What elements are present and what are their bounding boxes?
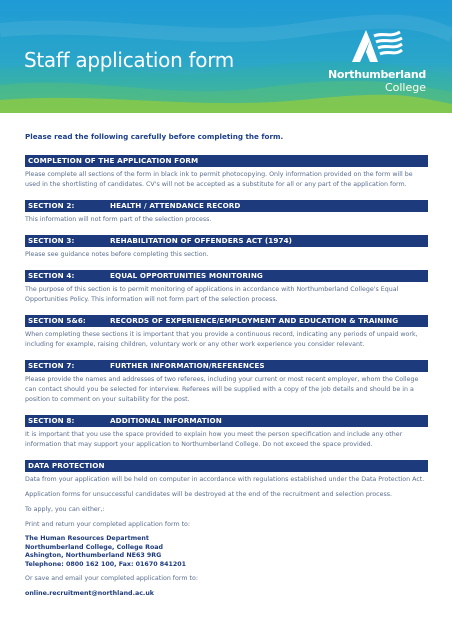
instructions-content bbox=[25, 132, 428, 609]
section-heading bbox=[25, 360, 428, 372]
section-8 bbox=[25, 415, 428, 450]
data-protection-text: Application forms for unsuccessful candidates will be destroyed at the end of the recruitment and selection process. bbox=[25, 491, 393, 498]
section-5-6 bbox=[25, 315, 428, 350]
email-intro-text: Or save and email your completed application form to: bbox=[25, 575, 198, 582]
section-number: SECTION 4: bbox=[28, 271, 75, 280]
section-7 bbox=[25, 360, 428, 405]
apply-intro-text: To apply, you can either,: bbox=[25, 506, 105, 513]
logo-mark-icon bbox=[348, 28, 404, 66]
address-line: Ashington, Northumberland NE63 9RG bbox=[25, 552, 162, 559]
section-number: SECTION 7: bbox=[28, 361, 75, 370]
postal-address bbox=[25, 535, 428, 569]
email-address-link[interactable]: online.recruitment@northland.ac.uk bbox=[25, 590, 154, 597]
section-name: REHABILITATION OF OFFENDERS ACT (1974) bbox=[110, 236, 293, 245]
address-line: The Human Resources Department bbox=[25, 535, 149, 542]
section-heading bbox=[25, 270, 428, 282]
section-number: SECTION 5&6: bbox=[28, 316, 86, 325]
section-text: Please complete all sections of the form in black ink to permit photocopying. Only information provided on the form will be used in the shortlisting of candidates. CV's will not be accepted as a substitute for all or any part of the application form. bbox=[25, 171, 413, 188]
section-number: SECTION 3: bbox=[28, 236, 75, 245]
section-2 bbox=[25, 200, 428, 225]
section-name: HEALTH / ATTENDANCE RECORD bbox=[110, 201, 241, 210]
section-4 bbox=[25, 270, 428, 305]
section-text: Please provide the names and addresses of two referees, including your current or most recent employer, whom the College can contact should you be selected for interview. Referees will be supplied with a copy of the job details and should be in a position to comment on your suitability for the post. bbox=[25, 376, 419, 403]
phone-fax-line: Telephone: 0800 162 100, Fax: 01670 841201 bbox=[25, 560, 187, 568]
section-heading bbox=[25, 415, 428, 427]
intro-text: Please read the following carefully before completing the form. bbox=[25, 132, 284, 141]
logo-name: Northumberland bbox=[327, 68, 426, 81]
section-number: SECTION 2: bbox=[28, 201, 75, 210]
section-name: FURTHER INFORMATION/REFERENCES bbox=[110, 361, 265, 370]
section-number: SECTION 8: bbox=[28, 416, 75, 425]
header-banner bbox=[0, 0, 452, 113]
section-3 bbox=[25, 235, 428, 260]
section-name: RECORDS OF EXPERIENCE/EMPLOYMENT AND EDUCATION & TRAINING bbox=[110, 316, 399, 325]
section-heading bbox=[25, 235, 428, 247]
section-heading bbox=[25, 155, 428, 167]
section-heading bbox=[25, 315, 428, 327]
address-line: Northumberland College, College Road bbox=[25, 543, 164, 551]
logo-subname: College bbox=[384, 81, 426, 94]
section-data-protection bbox=[25, 460, 428, 599]
section-text: Please see guidance notes before completing this section. bbox=[25, 251, 209, 258]
section-text: The purpose of this section is to permit monitoring of applications in accordance with Northumberland College's Equal Opportunities Policy. This information will not form part of the selection process. bbox=[25, 286, 399, 303]
print-return-text: Print and return your completed application form to: bbox=[25, 521, 191, 528]
section-text: When completing these sections it is important that you provide a continuous record, indicating any periods of unpaid work, including for example, raising children, voluntary work or any other work experience you consider relevant. bbox=[25, 331, 418, 348]
section-name: ADDITIONAL INFORMATION bbox=[110, 416, 222, 425]
section-text: It is important that you use the space provided to explain how you meet the person specification and include any other information that may support your application to Northumberland College. Do not exceed the space provided. bbox=[25, 431, 403, 448]
section-completion bbox=[25, 155, 428, 190]
page-title: Staff application form bbox=[24, 48, 234, 72]
section-name: COMPLETION OF THE APPLICATION FORM bbox=[28, 156, 199, 165]
section-heading bbox=[25, 460, 428, 472]
section-text: This information will not form part of the selection process. bbox=[25, 216, 212, 223]
section-name: DATA PROTECTION bbox=[28, 461, 105, 470]
data-protection-text: Data from your application will be held on computer in accordance with regulations established under the Data Protection Act. bbox=[25, 476, 425, 483]
college-logo bbox=[326, 28, 426, 94]
section-name: EQUAL OPPORTUNITIES MONITORING bbox=[110, 271, 263, 280]
section-heading bbox=[25, 200, 428, 212]
